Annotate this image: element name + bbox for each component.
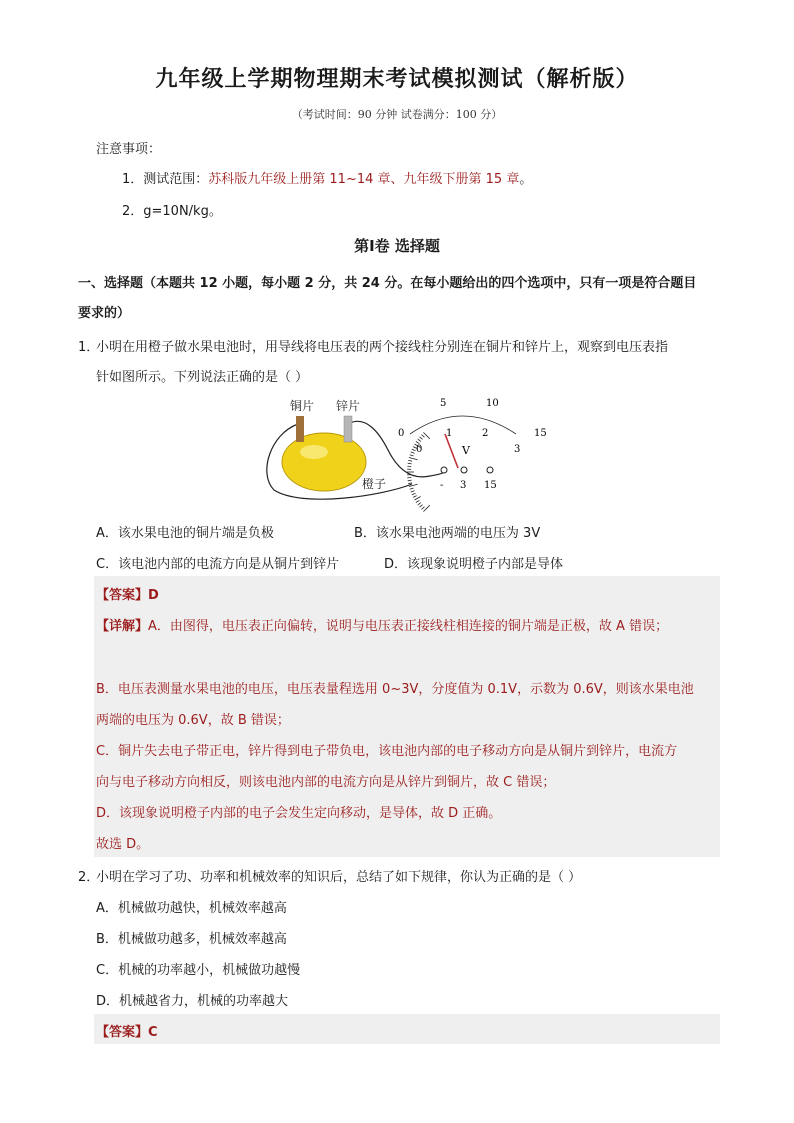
terminal-negative [441, 467, 447, 473]
scale-inner-3: 3 [514, 444, 521, 455]
dial-tick [413, 496, 417, 498]
dial-tick [415, 497, 421, 501]
voltmeter-dial [398, 398, 547, 512]
notice-heading: 注意事项： [96, 142, 162, 157]
dial-tick [421, 435, 424, 438]
dial-tick [408, 460, 412, 461]
q1-detail-a [96, 615, 668, 634]
dial-tick [408, 480, 412, 481]
dial-tick [423, 432, 429, 438]
dial-arc [410, 416, 516, 434]
dial-tick [407, 477, 411, 478]
dial-tick [412, 493, 416, 495]
dial-tick [423, 505, 429, 511]
q2-option-c: C．机械的功率越小，机械做功越慢 [96, 963, 301, 978]
scale-inner-2: 2 [482, 428, 489, 439]
scale-outer-5: 5 [440, 398, 447, 409]
dial-tick [416, 500, 419, 502]
q1-answer [96, 584, 159, 603]
dial-tick [408, 483, 412, 484]
fruit-battery-figure [262, 394, 562, 512]
orange-fruit [282, 433, 366, 491]
meter-needle [445, 434, 458, 468]
scale-outer-10: 10 [486, 398, 499, 409]
dial-tick [418, 439, 421, 441]
terminal-label-negative: - [440, 480, 444, 491]
terminal-label-3: 3 [460, 480, 467, 491]
q1-detail-b-line-1: B．电压表测量水果电池的电压，电压表量程选用 0~3V，分度值为 0.1V，示数为 0.6V，则该水果电池 [96, 682, 694, 697]
answer-value: C [148, 1025, 158, 1040]
dial-tick [420, 505, 423, 508]
q1-conclusion: 故选 D。 [96, 837, 150, 852]
document-title: 九年级上学期物理期末考试模拟测试（解析版） [155, 67, 639, 92]
detail-tag: 【详解】 [96, 619, 149, 634]
q2-answer-panel [94, 1014, 720, 1044]
test-range: 苏科版九年级上册第 11~14 章、九年级下册第 15 章 [208, 172, 520, 187]
q1-detail-c-line-2: 向与电子移动方向相反，则该电池内部的电流方向是从锌片到铜片，故 C 错误； [96, 775, 556, 790]
dial-tick [407, 466, 411, 467]
part-heading-line-2: 要求的） [78, 306, 131, 321]
q1-stem-line-1: 小明在用橙子做水果电池时，用导线将电压表的两个接线柱分别连在铜片和锌片上，观察到电压表指 [96, 340, 669, 355]
dial-tick [420, 437, 423, 440]
orange-highlight [300, 445, 328, 459]
dial-tick [418, 503, 421, 505]
q1-detail-d: D．该现象说明橙子内部的电子会发生定向移动，是导体，故 D 正确。 [96, 806, 502, 821]
notice-item-1 [122, 168, 532, 187]
copper-label: 铜片 [290, 399, 315, 413]
q1-option-d: D．该现象说明橙子内部是导体 [384, 557, 564, 572]
answer-value: D [148, 588, 159, 603]
scale-outer-0: 0 [398, 428, 405, 439]
terminal-3v [461, 467, 467, 473]
notice-item-1-suffix: 。 [519, 172, 533, 187]
q1-option-c: C．该电池内部的电流方向是从铜片到锌片 [96, 557, 340, 572]
q2-option-a: A．机械做功越快，机械效率越高 [96, 901, 287, 916]
q1-option-a: A．该水果电池的铜片端是负极 [96, 526, 274, 541]
dial-tick [411, 491, 415, 493]
q1-option-b: B．该水果电池两端的电压为 3V [354, 526, 541, 541]
scale-outer-15: 15 [534, 428, 547, 439]
scale-inner-0: 0 [416, 444, 423, 455]
part-heading-line-1: 一、选择题（本题共 12 小题，每小题 2 分，共 24 分。在每小题给出的四个选项中，只有一项是符合题目 [78, 276, 697, 291]
exam-info: （考试时间：90 分钟 试卷满分：100 分） [291, 108, 503, 121]
dial-tick [409, 458, 418, 460]
copper-plate [296, 416, 304, 442]
dial-tick [408, 463, 412, 464]
q2-answer [96, 1021, 158, 1040]
dial-tick [412, 449, 416, 451]
q1-stem-line-2: 针如图所示。下列说法正确的是（ ） [96, 370, 309, 385]
zinc-label: 锌片 [336, 399, 361, 413]
q1-detail-b-line-2: 两端的电压为 0.6V，故 B 错误； [96, 713, 290, 728]
orange-label: 橙子 [362, 477, 387, 491]
dial-tick [421, 507, 424, 510]
answer-tag: 【答案】 [96, 1025, 149, 1040]
scale-inner-1: 1 [446, 428, 453, 439]
zinc-plate [344, 416, 352, 442]
q2-option-b: B．机械做功越多，机械效率越高 [96, 932, 287, 947]
section-title: 第Ⅰ卷 选择题 [354, 237, 440, 255]
q2-number: 2． [78, 870, 100, 885]
q1-number: 1． [78, 340, 100, 355]
detail-a-text: A．由图得，电压表正向偏转，说明与电压表正接线柱相连接的铜片端是正极，故 A 错误； [148, 619, 669, 634]
notice-item-2: 2．g=10N/kg。 [122, 204, 222, 219]
dial-tick [411, 452, 415, 454]
answer-tag: 【答案】 [96, 588, 149, 603]
terminal-15v [487, 467, 493, 473]
q2-option-d: D．机械越省力，机械的功率越大 [96, 994, 289, 1009]
q1-detail-c-line-1: C．铜片失去电子带正电，锌片得到电子带负电，该电池内部的电子移动方向是从铜片到锌片，电流方 [96, 744, 678, 759]
dial-tick [410, 488, 414, 489]
q2-stem: 小明在学习了功、功率和机械效率的知识后，总结了如下规律，你认为正确的是（ ） [96, 870, 582, 885]
unit-label: V [462, 444, 470, 457]
dial-tick [410, 455, 414, 456]
terminal-label-15: 15 [484, 480, 497, 491]
notice-item-1-prefix: 1．测试范围： [122, 172, 209, 187]
